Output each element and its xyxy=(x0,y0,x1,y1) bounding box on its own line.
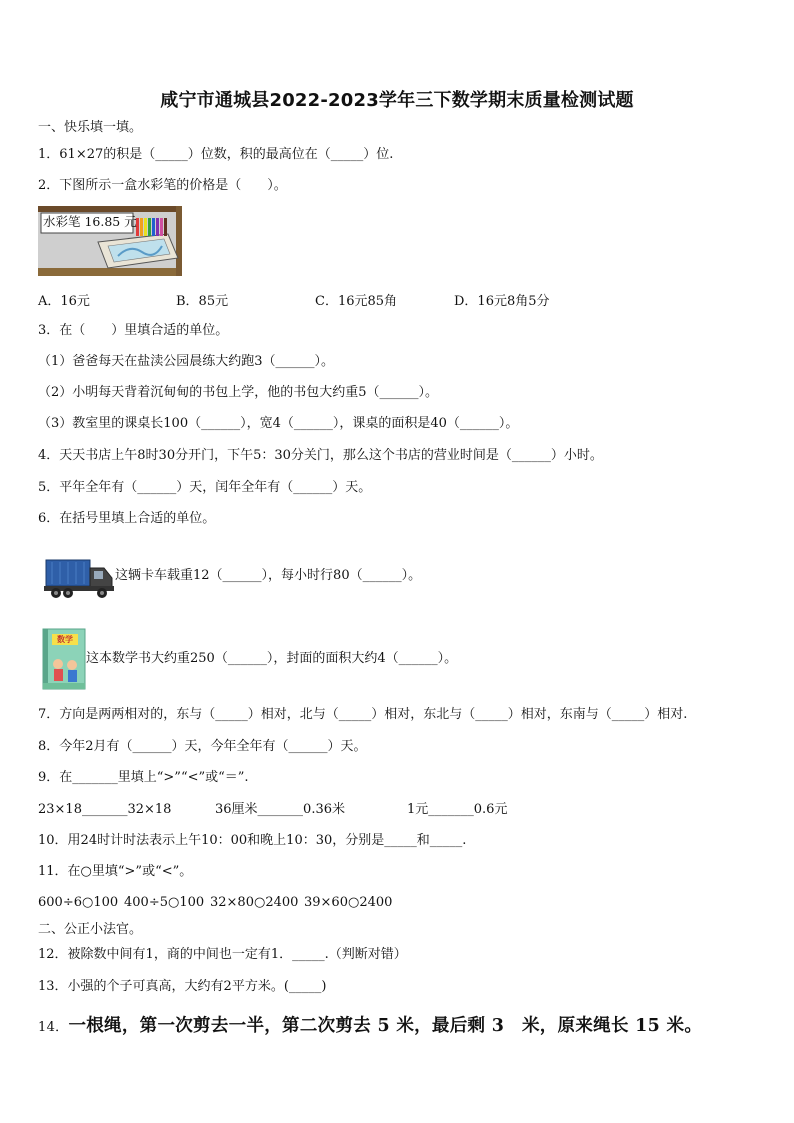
truck-image xyxy=(44,550,116,602)
question-6-truck: 这辆卡车载重12（______），每小时行80（______）。 xyxy=(115,568,422,583)
question-4: 4．天天书店上午8时30分开门，下午5：30分关门，那么这个书店的营业时间是（______）小时。 xyxy=(38,448,603,463)
q2-option-b: B．85元 xyxy=(176,294,229,309)
question-10: 10．用24时计时法表示上午10：00和晚上10：30，分别是_____和_____. xyxy=(38,833,467,848)
question-12: 12．被除数中间有1，商的中间也一定有1．_____.（判断对错） xyxy=(38,947,407,962)
question-2: 2．下图所示一盒水彩笔的价格是（ ）。 xyxy=(38,178,287,193)
question-3-2: （2）小明每天背着沉甸甸的书包上学，他的书包大约重5（______）。 xyxy=(38,385,439,400)
question-5: 5．平年全年有（______）天，闰年全年有（______）天。 xyxy=(38,480,372,495)
q11-item-4: 39×60○2400 xyxy=(304,895,393,910)
q2-option-d: D．16元8角5分 xyxy=(454,294,550,309)
question-14-number: 14． xyxy=(38,1020,69,1035)
question-9: 9．在_______里填上“>”“<”或“＝”. xyxy=(38,770,249,785)
q11-item-2: 400÷5○100 xyxy=(124,895,205,910)
q11-item-1: 600÷6○100 xyxy=(38,895,119,910)
question-3: 3．在（ ）里填合适的单位。 xyxy=(38,323,229,338)
book-cover-title: 数学 xyxy=(57,634,73,644)
question-8: 8．今年2月有（______）天，今年全年有（______）天。 xyxy=(38,739,367,754)
question-6-book: 这本数学书大约重250（______），封面的面积大约4（______）。 xyxy=(86,651,458,666)
q2-option-c: C．16元85角 xyxy=(315,294,398,309)
question-3-3: （3）教室里的课桌长100（______），宽4（______），课桌的面积是40（______）。 xyxy=(38,416,519,431)
q2-option-a: A．16元 xyxy=(38,294,90,309)
q9-item-1: 23×18_______32×18 xyxy=(38,802,172,817)
q9-item-3: 1元_______0.6元 xyxy=(407,802,508,817)
question-14 xyxy=(38,1012,702,1037)
math-book-image xyxy=(42,628,86,690)
question-6: 6．在括号里填上合适的单位。 xyxy=(38,511,216,526)
pen-price-label: 水彩笔 16.85 元 xyxy=(43,214,137,229)
question-7: 7．方向是两两相对的，东与（_____）相对，北与（_____）相对，东北与（_____）相对，东南与（_____）相对. xyxy=(38,707,688,722)
q9-item-2: 36厘米_______0.36米 xyxy=(215,802,345,817)
page-title: 咸宁市通城县2022-2023学年三下数学期末质量检测试题 xyxy=(160,90,634,111)
watercolor-pen-box-image xyxy=(38,206,182,276)
question-1: 1．61×27的积是（_____）位数，积的最高位在（_____）位. xyxy=(38,147,394,162)
q11-item-3: 32×80○2400 xyxy=(210,895,299,910)
question-3-1: （1）爸爸每天在盐渎公园晨练大约跑3（______）。 xyxy=(38,354,335,369)
section-2-heading: 二、公正小法官。 xyxy=(38,922,143,937)
question-11: 11．在○里填“>”或“<”。 xyxy=(38,864,193,879)
section-1-heading: 一、快乐填一填。 xyxy=(38,120,143,135)
question-14-text: 一根绳，第一次剪去一半，第二次剪去 5 米，最后剩 3 米，原来绳长 15 米。 xyxy=(68,1016,703,1036)
question-13: 13．小强的个子可真高，大约有2平方米。(_____) xyxy=(38,979,327,994)
